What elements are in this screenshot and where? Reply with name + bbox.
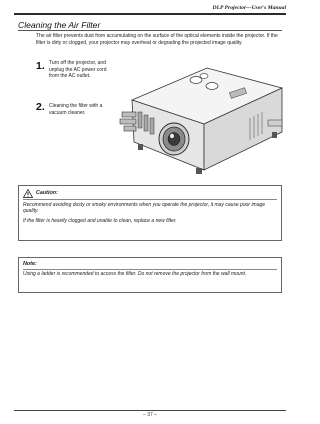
caution-box (18, 185, 282, 241)
running-header: DLP Projector—User's Manual (212, 5, 286, 11)
caution-line-1: Recommend avoiding dusty or smoky environments when you operate the projector, it may cause poor image quality. (23, 201, 266, 215)
caution-divider (23, 199, 277, 200)
projector-illustration (112, 60, 288, 178)
note-text: Using a ladder is recommended to access the filter. Do not remove the projector from the wall mount. (23, 271, 247, 278)
step-2-number: 2. (36, 101, 45, 113)
note-heading: Note: (23, 261, 37, 267)
intro-paragraph: The air filter prevents dust from accumulating on the surface of the optical elements inside the projector. If the filter is dirty or clogged, your projector may overheat or degrading the projected image quality. (36, 33, 278, 46)
footer-rule (14, 410, 286, 411)
caution-heading: Caution: (36, 190, 58, 197)
step-1-number: 1. (36, 60, 45, 72)
section-title-rule (18, 30, 282, 31)
caution-line-2: If the filter is heavily clogged and unable to clean, replace a new filter. (23, 217, 177, 224)
note-divider (23, 269, 277, 270)
warning-icon (23, 189, 33, 198)
section-title: Cleaning the Air Filter (18, 20, 101, 30)
step-1-text: Turn off the projector, and unplug the AC power cord from the AC outlet. (49, 60, 107, 80)
page-number: – 37 – (143, 412, 157, 418)
header-rule (14, 13, 286, 15)
note-box (18, 257, 282, 293)
step-2-text: Cleaning the filter with a vacuum cleaner. (49, 103, 103, 116)
